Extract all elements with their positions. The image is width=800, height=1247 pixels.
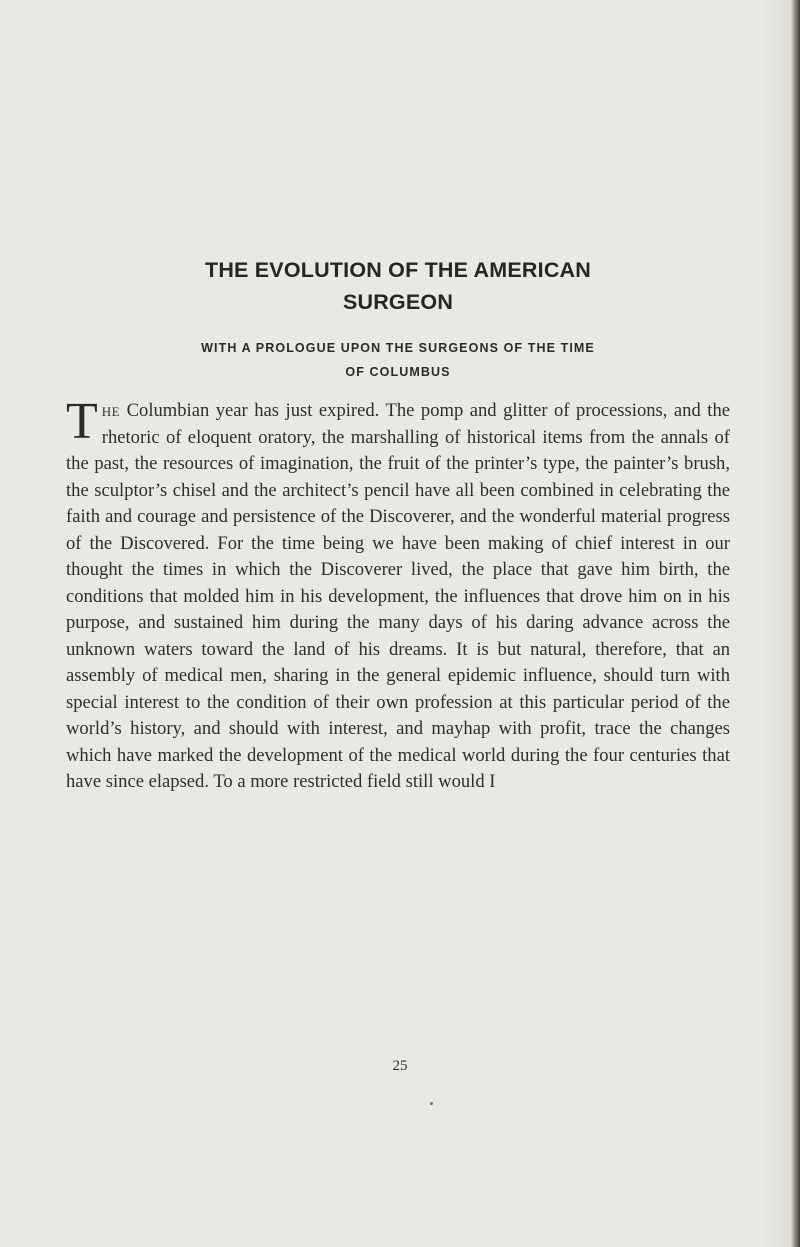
chapter-subtitle-line-1: WITH A PROLOGUE UPON THE SURGEONS OF THE TIME — [201, 341, 595, 355]
drop-cap: T — [66, 393, 98, 450]
chapter-subtitle — [66, 336, 730, 384]
chapter-content — [66, 254, 730, 796]
chapter-title-line-2: SURGEON — [342, 290, 454, 314]
chapter-title — [66, 254, 730, 318]
first-word-rest: he — [101, 400, 121, 421]
page-number: 25 — [392, 1058, 408, 1074]
body-paragraph — [66, 393, 730, 796]
chapter-title-line-1: THE EVOLUTION OF THE AMERICAN — [204, 258, 592, 282]
chapter-subtitle-line-2: OF COLUMBUS — [345, 365, 451, 379]
scan-speck — [430, 1102, 433, 1105]
body-text: Columbian year has just expired. The pomp and glitter of processions, and the rhetoric of eloquent oratory, the marshalling of historical items from the annals of the past, the resources of imagination, the fruit of the printer’s type, the painter’s brush, the sculptor’s chisel and the architect’s pencil have all been combined in celebrating the faith and courage and persistence of the Discoverer, and the wonderful material progress of the Discovered. For the time being we have been making of chief interest in our thought the times in which the Discoverer lived, the place that gave him birth, the conditions that molded him in his development, the influences that drove him on in his purpose, and sustained him during the many days of his daring advance across the unknown waters toward the land of his dreams. It is but natural, therefore, that an assembly of medical men, sharing in the general epidemic influence, should turn with special interest to the condition of their own profession at this particular period of the world’s history, and should with interest, and mayhap with profit, trace the changes which have marked the development of the medical world during the four centuries that have since elapsed. To a more restricted field still would I — [66, 400, 730, 792]
